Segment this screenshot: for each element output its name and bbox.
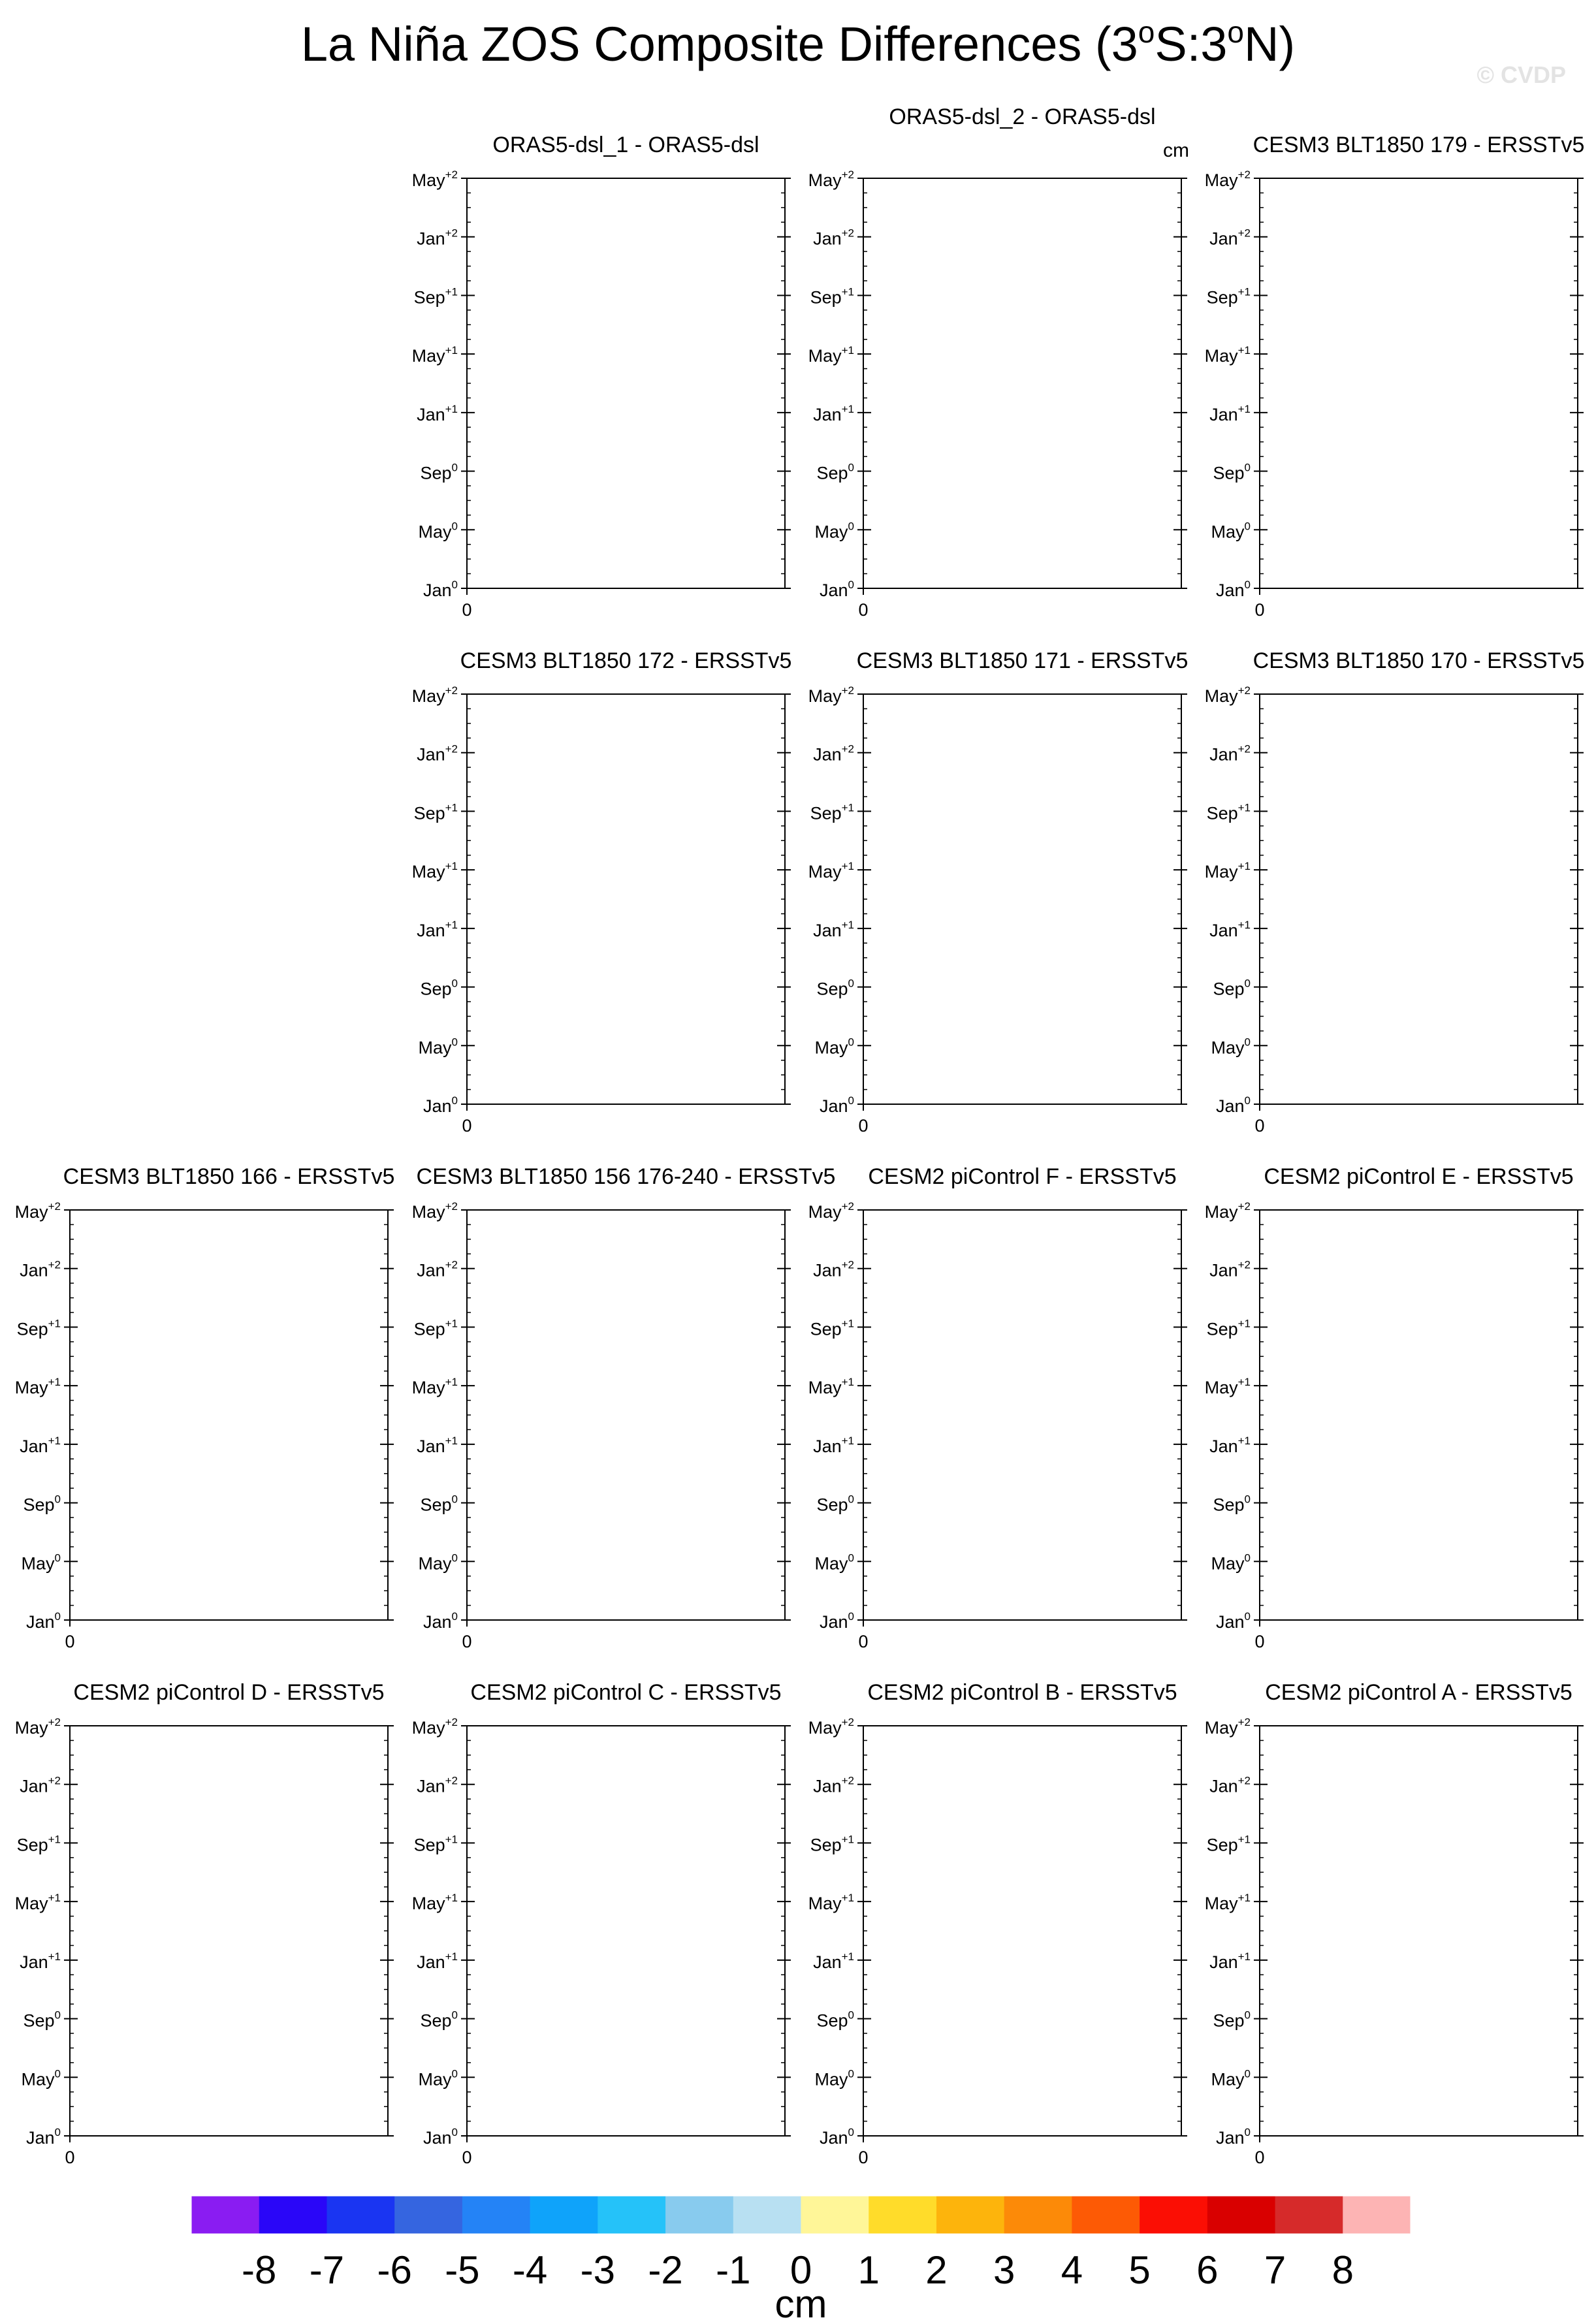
y-tick-label: Jan$^{+2}$ — [417, 1774, 458, 1796]
y-tick-label: Jan$^0$ — [1215, 1610, 1251, 1632]
y-tick-label: May$^{+2}$ — [808, 1200, 854, 1222]
y-tick-label: Jan$^{+1}$ — [417, 1434, 458, 1456]
panel-11 — [412, 1680, 791, 2167]
colorbar-box — [936, 2196, 1004, 2234]
y-tick-label: Jan$^0$ — [423, 2126, 458, 2148]
y-tick-label: Sep$^0$ — [1213, 1493, 1251, 1515]
plot-frame — [863, 178, 1181, 588]
y-tick-label: Sep$^{+1}$ — [413, 285, 458, 308]
panel-title: CESM2 piControl C - ERSSTv5 — [470, 1680, 782, 1705]
y-tick-label: Sep$^0$ — [420, 461, 458, 483]
y-tick-label: Jan$^{+1}$ — [813, 402, 854, 424]
y-tick-label: May$^{+2}$ — [808, 1716, 854, 1738]
y-tick-label: Jan$^{+1}$ — [1209, 402, 1251, 424]
x-tick-label: 0 — [858, 2148, 869, 2167]
x-tick-label: 0 — [858, 1632, 869, 1651]
y-tick-label: May$^0$ — [1211, 2067, 1251, 2090]
y-tick-label: Sep$^{+1}$ — [810, 1317, 854, 1339]
y-tick-label: May$^0$ — [1211, 1551, 1251, 1574]
colorbar-tick-label: -7 — [309, 2248, 345, 2292]
y-tick-label: Sep$^{+1}$ — [810, 801, 854, 823]
panel-title: CESM3 BLT1850 179 - ERSSTv5 — [1253, 133, 1585, 157]
colorbar-box — [394, 2196, 462, 2234]
y-tick-label: Sep$^0$ — [420, 1493, 458, 1515]
colorbar-tick-label: -8 — [242, 2248, 277, 2292]
colorbar-tick-label: 2 — [925, 2248, 948, 2292]
panel-13 — [1205, 1680, 1584, 2167]
y-tick-label: Sep$^{+1}$ — [1206, 285, 1251, 308]
plot-frame — [1260, 178, 1578, 588]
y-tick-label: May$^{+1}$ — [411, 860, 458, 882]
y-tick-label: May$^{+1}$ — [411, 344, 458, 366]
y-tick-label: May$^{+2}$ — [14, 1716, 61, 1738]
y-tick-label: May$^{+1}$ — [808, 1892, 854, 1914]
y-tick-label: May$^0$ — [21, 2067, 61, 2090]
colorbar-tick-label: 3 — [993, 2248, 1015, 2292]
y-tick-label: May$^{+2}$ — [1204, 1200, 1251, 1222]
colorbar-box — [1072, 2196, 1140, 2234]
plot-frame — [467, 1726, 785, 2136]
y-tick-label: Jan$^0$ — [25, 1610, 61, 1632]
panel-title: CESM3 BLT1850 170 - ERSSTv5 — [1253, 648, 1585, 673]
y-tick-label: May$^{+2}$ — [14, 1200, 61, 1222]
plot-frame — [863, 1726, 1181, 2136]
y-tick-label: May$^{+2}$ — [1204, 1716, 1251, 1738]
x-tick-label: 0 — [462, 1632, 472, 1651]
y-tick-label: Sep$^0$ — [23, 1493, 61, 1515]
colorbar-tick-label: -2 — [648, 2248, 683, 2292]
panel-title: ORAS5-dsl_2 - ORAS5-dsl — [889, 104, 1156, 129]
y-tick-label: May$^{+1}$ — [411, 1376, 458, 1398]
figure-title: La Niña ZOS Composite Differences (3$^o$S:3$^o$N) — [300, 15, 1296, 71]
panel-1 — [808, 104, 1189, 620]
y-tick-label: Jan$^0$ — [1215, 1094, 1251, 1116]
colorbar-tick-label: 7 — [1264, 2248, 1286, 2292]
plot-frame — [70, 1726, 388, 2136]
y-tick-label: Jan$^{+1}$ — [813, 1950, 854, 1972]
x-tick-label: 0 — [1254, 1116, 1265, 1136]
y-tick-label: May$^{+1}$ — [14, 1376, 61, 1398]
y-tick-label: Jan$^{+2}$ — [1209, 1258, 1251, 1280]
plot-frame — [467, 1210, 785, 1620]
colorbar-tick-label: -6 — [377, 2248, 412, 2292]
y-tick-label: May$^{+2}$ — [411, 684, 458, 706]
colorbar-box — [1207, 2196, 1275, 2234]
y-tick-label: Sep$^{+1}$ — [810, 285, 854, 308]
y-tick-label: May$^0$ — [814, 2067, 854, 2090]
x-tick-label: 0 — [462, 600, 472, 620]
y-tick-label: May$^{+2}$ — [1204, 168, 1251, 190]
plot-frame — [1260, 1210, 1578, 1620]
y-tick-label: Jan$^{+2}$ — [813, 1258, 854, 1280]
panel-3 — [412, 648, 792, 1136]
y-tick-label: Sep$^0$ — [816, 1493, 854, 1515]
x-tick-label: 0 — [462, 1116, 472, 1136]
y-tick-label: Jan$^0$ — [423, 1094, 458, 1116]
colorbar-box — [1140, 2196, 1207, 2234]
colorbar-tick-label: -4 — [512, 2248, 548, 2292]
panel-title: CESM2 piControl F - ERSSTv5 — [868, 1164, 1177, 1189]
panel-0 — [412, 133, 791, 620]
x-tick-label: 0 — [1254, 600, 1265, 620]
y-tick-label: May$^{+2}$ — [411, 1200, 458, 1222]
colorbar-box — [191, 2196, 259, 2234]
y-tick-label: Jan$^0$ — [819, 2126, 854, 2148]
panel-title: CESM3 BLT1850 172 - ERSSTv5 — [460, 648, 792, 673]
y-tick-label: Jan$^{+1}$ — [1209, 1434, 1251, 1456]
y-tick-label: Jan$^{+2}$ — [813, 742, 854, 765]
y-tick-label: Sep$^0$ — [816, 977, 854, 999]
colorbar-box — [259, 2196, 327, 2234]
y-tick-label: Sep$^0$ — [420, 2009, 458, 2031]
x-tick-label: 0 — [1254, 1632, 1265, 1651]
panel-grid — [15, 104, 1585, 2167]
y-tick-label: Jan$^0$ — [819, 579, 854, 600]
colorbar-tick-label: 5 — [1128, 2248, 1151, 2292]
colorbar-box — [327, 2196, 394, 2234]
y-tick-label: Jan$^{+1}$ — [417, 402, 458, 424]
panel-8 — [808, 1164, 1187, 1651]
colorbar-box — [598, 2196, 665, 2234]
panel-5 — [1205, 648, 1585, 1136]
y-tick-label: May$^{+1}$ — [1204, 344, 1251, 366]
colorbar-tick-label: 1 — [857, 2248, 880, 2292]
y-tick-label: May$^0$ — [814, 1551, 854, 1574]
y-tick-label: Jan$^{+2}$ — [813, 1774, 854, 1796]
y-tick-label: May$^{+1}$ — [1204, 1892, 1251, 1914]
plot-frame — [1260, 694, 1578, 1104]
plot-frame — [467, 694, 785, 1104]
colorbar-tick-label: 0 — [790, 2248, 812, 2292]
y-tick-label: Sep$^{+1}$ — [1206, 801, 1251, 823]
y-tick-label: May$^{+2}$ — [411, 1716, 458, 1738]
colorbar — [191, 2196, 1411, 2320]
y-tick-label: Sep$^0$ — [23, 2009, 61, 2031]
y-tick-label: Sep$^{+1}$ — [810, 1833, 854, 1855]
colorbar-box — [869, 2196, 936, 2234]
colorbar-box — [1004, 2196, 1072, 2234]
y-tick-label: Jan$^{+2}$ — [813, 227, 854, 249]
panel-title: ORAS5-dsl_1 - ORAS5-dsl — [492, 133, 759, 157]
panel-2 — [1205, 133, 1585, 620]
plot-frame — [467, 178, 785, 588]
y-tick-label: Sep$^{+1}$ — [413, 1317, 458, 1339]
y-tick-label: May$^{+1}$ — [1204, 860, 1251, 882]
x-tick-label: 0 — [462, 2148, 472, 2167]
y-tick-label: May$^{+1}$ — [808, 1376, 854, 1398]
colorbar-box — [462, 2196, 530, 2234]
panel-title: CESM2 piControl A - ERSSTv5 — [1265, 1680, 1572, 1705]
colorbar-tick-label: -5 — [445, 2248, 480, 2292]
y-tick-label: Jan$^0$ — [423, 579, 458, 600]
colorbar-box — [665, 2196, 733, 2234]
y-tick-label: May$^{+2}$ — [1204, 684, 1251, 706]
y-tick-label: May$^{+2}$ — [808, 168, 854, 190]
y-tick-label: Jan$^{+2}$ — [1209, 742, 1251, 765]
panel-4 — [808, 648, 1189, 1136]
y-tick-label: Jan$^{+2}$ — [417, 227, 458, 249]
colorbar-tick-label: 6 — [1196, 2248, 1219, 2292]
panel-12 — [808, 1680, 1187, 2167]
y-tick-label: Jan$^0$ — [819, 1094, 854, 1116]
y-tick-label: Sep$^{+1}$ — [16, 1833, 61, 1855]
y-tick-label: Jan$^0$ — [1215, 2126, 1251, 2148]
panel-9 — [1205, 1164, 1584, 1651]
y-tick-label: May$^0$ — [21, 1551, 61, 1574]
y-tick-label: May$^0$ — [814, 1036, 854, 1058]
y-tick-label: Jan$^0$ — [1215, 579, 1251, 600]
y-tick-label: Jan$^0$ — [423, 1610, 458, 1632]
x-tick-label: 0 — [65, 2148, 75, 2167]
panel-title: CESM2 piControl E - ERSSTv5 — [1264, 1164, 1574, 1189]
y-tick-label: Jan$^{+1}$ — [813, 918, 854, 940]
plot-frame — [863, 694, 1181, 1104]
panel-units: cm — [1163, 140, 1189, 161]
panel-6 — [15, 1164, 395, 1651]
y-tick-label: Jan$^{+1}$ — [20, 1434, 61, 1456]
y-tick-label: Jan$^{+1}$ — [417, 1950, 458, 1972]
y-tick-label: May$^0$ — [418, 520, 458, 542]
y-tick-label: Jan$^{+2}$ — [417, 742, 458, 765]
plot-frame — [863, 1210, 1181, 1620]
y-tick-label: Sep$^{+1}$ — [413, 1833, 458, 1855]
y-tick-label: May$^0$ — [418, 1036, 458, 1058]
y-tick-label: Sep$^0$ — [420, 977, 458, 999]
y-tick-label: Jan$^{+2}$ — [20, 1774, 61, 1796]
y-tick-label: May$^{+1}$ — [14, 1892, 61, 1914]
y-tick-label: May$^{+1}$ — [1204, 1376, 1251, 1398]
colorbar-tick-label: 4 — [1061, 2248, 1083, 2292]
colorbar-tick-label: -1 — [716, 2248, 751, 2292]
x-tick-label: 0 — [1254, 2148, 1265, 2167]
x-tick-label: 0 — [65, 1632, 75, 1651]
colorbar-box — [530, 2196, 598, 2234]
panel-title: CESM2 piControl B - ERSSTv5 — [867, 1680, 1177, 1705]
plot-frame — [1260, 1726, 1578, 2136]
colorbar-tick-label: -3 — [580, 2248, 616, 2292]
panel-title: CESM3 BLT1850 166 - ERSSTv5 — [63, 1164, 395, 1189]
colorbar-label: cm — [774, 2282, 827, 2320]
panel-title: CESM2 piControl D - ERSSTv5 — [73, 1680, 385, 1705]
y-tick-label: Sep$^0$ — [1213, 977, 1251, 999]
y-tick-label: Jan$^{+1}$ — [417, 918, 458, 940]
y-tick-label: Jan$^{+2}$ — [1209, 227, 1251, 249]
y-tick-label: Jan$^{+1}$ — [813, 1434, 854, 1456]
colorbar-box — [1275, 2196, 1343, 2234]
y-tick-label: Sep$^{+1}$ — [16, 1317, 61, 1339]
y-tick-label: Sep$^0$ — [816, 2009, 854, 2031]
colorbar-box — [801, 2196, 869, 2234]
y-tick-label: May$^{+1}$ — [411, 1892, 458, 1914]
y-tick-label: Jan$^{+1}$ — [1209, 1950, 1251, 1972]
y-tick-label: May$^0$ — [1211, 1036, 1251, 1058]
panel-title: CESM3 BLT1850 156 176-240 - ERSSTv5 — [416, 1164, 836, 1189]
x-tick-label: 0 — [858, 600, 869, 620]
colorbar-tick-label: 8 — [1332, 2248, 1354, 2292]
y-tick-label: Sep$^0$ — [816, 461, 854, 483]
y-tick-label: May$^0$ — [418, 1551, 458, 1574]
panel-7 — [412, 1164, 836, 1651]
y-tick-label: May$^{+1}$ — [808, 860, 854, 882]
plot-frame — [70, 1210, 388, 1620]
y-tick-label: Sep$^{+1}$ — [413, 801, 458, 823]
colorbar-box — [733, 2196, 801, 2234]
y-tick-label: May$^{+1}$ — [808, 344, 854, 366]
y-tick-label: May$^0$ — [1211, 520, 1251, 542]
panel-title: CESM3 BLT1850 171 - ERSSTv5 — [856, 648, 1189, 673]
y-tick-label: Jan$^0$ — [25, 2126, 61, 2148]
y-tick-label: May$^0$ — [814, 520, 854, 542]
y-tick-label: Jan$^{+2}$ — [1209, 1774, 1251, 1796]
y-tick-label: Sep$^0$ — [1213, 2009, 1251, 2031]
panel-10 — [15, 1680, 394, 2167]
y-tick-label: Jan$^{+1}$ — [20, 1950, 61, 1972]
y-tick-label: Jan$^{+2}$ — [20, 1258, 61, 1280]
x-tick-label: 0 — [858, 1116, 869, 1136]
y-tick-label: Sep$^{+1}$ — [1206, 1833, 1251, 1855]
y-tick-label: Sep$^{+1}$ — [1206, 1317, 1251, 1339]
watermark: © CVDP — [1476, 61, 1566, 88]
y-tick-label: Jan$^{+2}$ — [417, 1258, 458, 1280]
y-tick-label: May$^{+2}$ — [411, 168, 458, 190]
colorbar-box — [1343, 2196, 1411, 2234]
y-tick-label: May$^0$ — [418, 2067, 458, 2090]
y-tick-label: Jan$^0$ — [819, 1610, 854, 1632]
y-tick-label: May$^{+2}$ — [808, 684, 854, 706]
y-tick-label: Jan$^{+1}$ — [1209, 918, 1251, 940]
y-tick-label: Sep$^0$ — [1213, 461, 1251, 483]
